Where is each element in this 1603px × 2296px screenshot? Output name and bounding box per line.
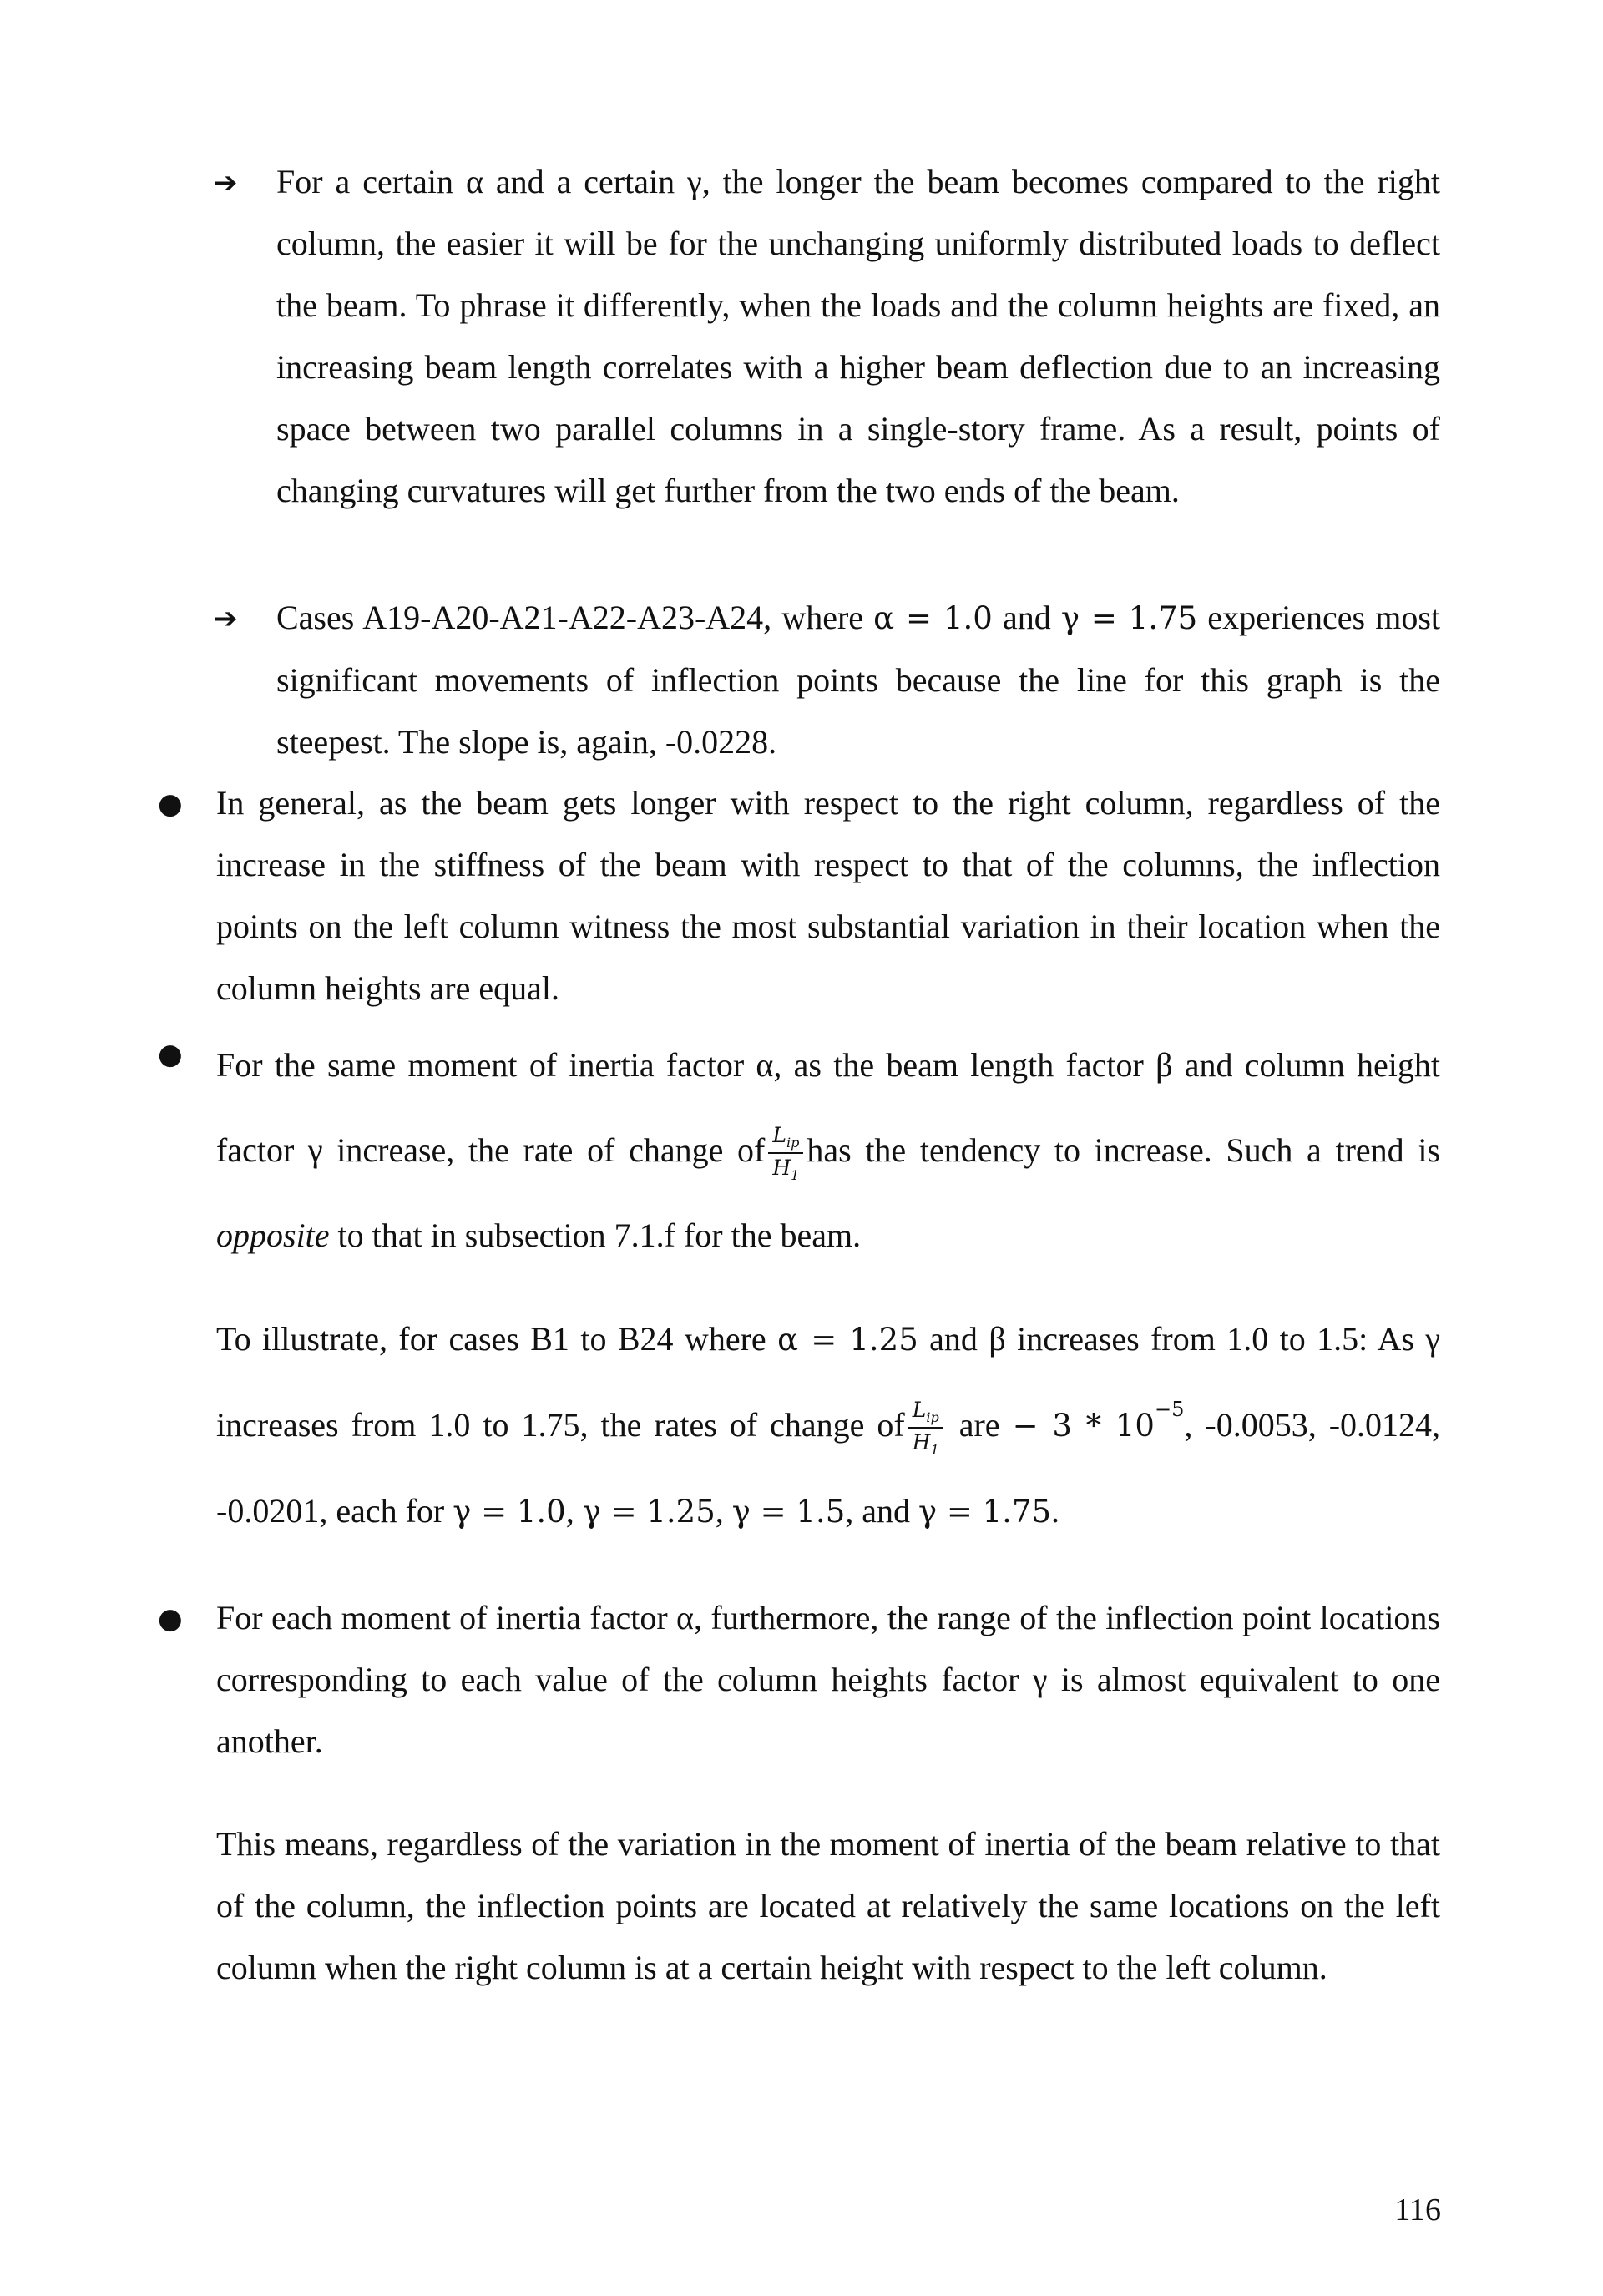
bullet-item-2-text-b: has the tendency to increase. Such a trend is [807, 1131, 1440, 1169]
arrow-item-2-text-b: and [992, 599, 1061, 636]
fraction-denominator [768, 1154, 803, 1182]
fraction-den-subscript: 1 [930, 1442, 939, 1459]
bullet-item-2-text-c: to that in subsection 7.1.f for the beam. [329, 1216, 862, 1254]
bullet-item-2-text-a: For the same moment of inertia factor α, as the beam length factor β and column height factor γ increase, the rate of change of [216, 1046, 1440, 1169]
illustration-text-e: . [1051, 1492, 1060, 1530]
bullet-icon: ● [158, 1602, 183, 1636]
emphasis-opposite: opposite [216, 1216, 330, 1254]
fraction-den-symbol: H [772, 1156, 791, 1181]
equation-gamma: γ = 1.75 [1060, 600, 1198, 636]
fraction-num-subscript: ip [926, 1409, 939, 1426]
illustration-text-b: and β increases from 1.0 to 1.5: As γ increases from 1.0 to 1.75, the rates of change of [216, 1320, 1440, 1444]
illustration-text-a: To illustrate, for cases B1 to B24 where [216, 1320, 778, 1358]
fraction-lip-over-h1 [908, 1399, 943, 1457]
closing-paragraph [216, 1813, 1440, 1999]
fraction-numerator [908, 1399, 943, 1429]
illustration-paragraph [216, 1297, 1440, 1555]
bullet-icon: ● [158, 787, 183, 821]
bullet-item-3-text: For each moment of inertia factor α, furthermore, the range of the inflection point locations corresponding to each value of the column heights factor γ is almost equivalent to one another. [216, 1599, 1440, 1760]
arrow-item-2-text-a: Cases A19-A20-A21-A22-A23-A24, where [276, 599, 874, 636]
fraction-den-subscript: 1 [791, 1167, 800, 1184]
equation-alpha: α = 1.0 [873, 600, 993, 636]
closing-paragraph-text: This means, regardless of the variation in the moment of inertia of the beam relative to that of the column, the inflection points are located at relatively the same locations on the left column when the right column is at a certain height with respect to the left column. [216, 1825, 1440, 1986]
fraction-num-symbol: L [772, 1123, 786, 1148]
arrow-bullet-icon: ➔ [214, 602, 238, 635]
equation-gamma-4: γ = 1.75 [918, 1494, 1052, 1530]
equation-rate-value: − 3 * 10 [1012, 1408, 1155, 1444]
bullet-item-3 [216, 1587, 1440, 1773]
separator: , [565, 1492, 583, 1530]
fraction-denominator [908, 1429, 943, 1457]
equation-gamma-2: γ = 1.25 [582, 1494, 716, 1530]
fraction-num-subscript: ip [786, 1135, 800, 1151]
equation-exponent: −5 [1154, 1398, 1185, 1421]
bullet-item-1-text: In general, as the beam gets longer with respect to the right column, regardless of the increase in the stiffness of the beam with respect to that of the columns, the inflection points on the left column witness the most substantial variation in their location when the column heights are equal. [216, 784, 1440, 1007]
arrow-item-1-text: For a certain α and a certain γ, the longer the beam becomes compared to the right column, the easier it will be for the unchanging uniformly distributed loads to deflect the beam. To phrase it differently, when the loads and the column heights are fixed, an increasing beam length correlates with a higher beam deflection due to an increasing space between two parallel columns in a single-story frame. As a result, points of changing curvatures will get further from the two ends of the beam. [276, 163, 1440, 509]
arrow-bullet-icon: ➔ [214, 166, 238, 200]
separator: , and [845, 1492, 918, 1530]
separator: , [715, 1492, 732, 1530]
fraction-num-symbol: L [912, 1398, 927, 1423]
arrow-item-2 [276, 587, 1440, 773]
fraction-lip-over-h1 [768, 1125, 803, 1182]
arrow-item-2-text-c: experiences most significant movements of inflection points because the line for this graph is the steepest. The slope is, again, -0.0228. [276, 599, 1441, 761]
equation-gamma-1: γ = 1.0 [453, 1494, 566, 1530]
arrow-item-1 [276, 151, 1440, 522]
bullet-icon: ● [158, 1038, 183, 1071]
illustration-text-d: , -0.0053, -0.0124, -0.0201, each for [216, 1406, 1441, 1530]
fraction-den-symbol: H [912, 1430, 931, 1455]
equation-gamma-3: γ = 1.5 [731, 1494, 846, 1530]
illustration-text-c: are [946, 1406, 1013, 1444]
equation-alpha-125: α = 1.25 [777, 1322, 918, 1358]
fraction-numerator [768, 1125, 803, 1154]
bullet-item-1 [216, 772, 1440, 1019]
bullet-item-2 [216, 1023, 1440, 1278]
page-number: 116 [1394, 2192, 1441, 2228]
